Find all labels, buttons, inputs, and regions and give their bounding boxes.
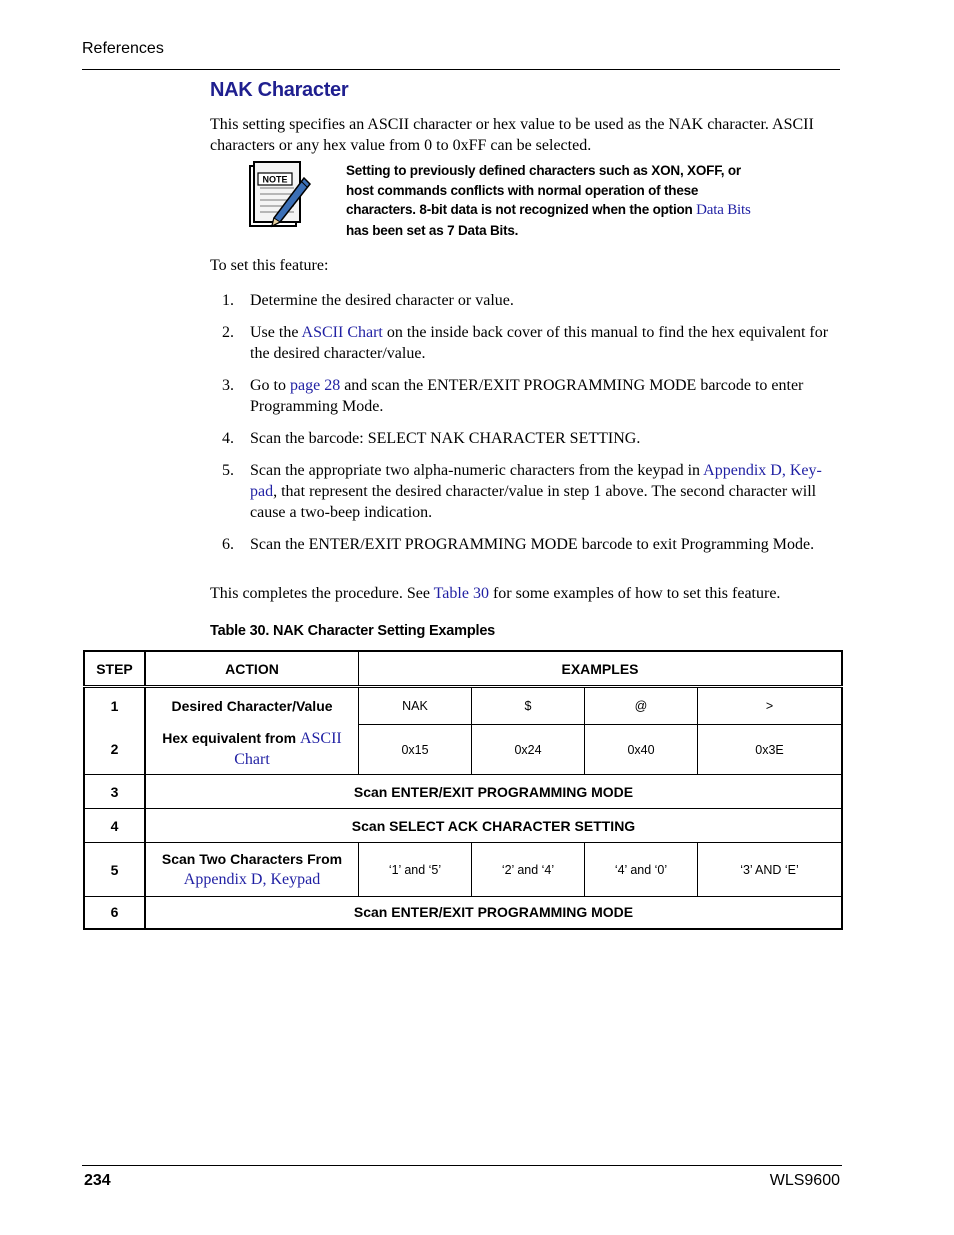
table-row [84, 843, 842, 897]
step-text: Scan the barcode: SELECT NAK CHARACTER SETTING. [250, 430, 641, 447]
step-text: on the inside back cover of this manual to find the hex equivalent for the desired character/value. [250, 324, 829, 362]
header-rule [82, 69, 840, 70]
cross-reference-link[interactable]: page 28 [290, 377, 341, 394]
example-cell: ‘1’ and ‘5’ [359, 843, 472, 897]
example-cell: 0x24 [472, 725, 585, 775]
step-text: Use the [250, 324, 302, 341]
step-item [218, 290, 843, 311]
step-item [218, 322, 843, 364]
example-cell: 0x3E [698, 725, 843, 775]
example-cell: ‘3’ AND ‘E’ [698, 843, 843, 897]
header-examples: EXAMPLES [359, 651, 843, 687]
example-cell: ‘4’ and ‘0’ [585, 843, 698, 897]
action-cell [145, 725, 359, 775]
step-text: Go to [250, 377, 290, 394]
example-cell: ‘2’ and ‘4’ [472, 843, 585, 897]
step-cell: 5 [84, 843, 145, 897]
action-cell: Desired Character/Value [145, 687, 359, 725]
step-number: 6. [222, 536, 234, 553]
action-text: Scan Two Characters From [161, 851, 343, 867]
cross-reference-link[interactable]: ASCII Chart [301, 324, 383, 341]
example-cell: 0x15 [359, 725, 472, 775]
header-step: STEP [84, 651, 145, 687]
step-text: Scan the ENTER/EXIT PROGRAMMING MODE barcode to exit Programming Mode. [250, 536, 815, 553]
ascii-chart-link[interactable]: ASCII Chart [234, 730, 342, 769]
instruction-cell: Scan ENTER/EXIT PROGRAMMING MODE [145, 897, 842, 929]
step-cell: 6 [84, 897, 145, 929]
step-number: 5. [222, 462, 234, 479]
note-text-before: Setting to previously defined characters such as XON, XOFF, or host commands conflicts with normal operation of these characters. 8-bit data is not recognized when the option [346, 163, 741, 217]
instruction-cell: Scan ENTER/EXIT PROGRAMMING MODE [145, 775, 842, 809]
page-number: 234 [84, 1172, 111, 1189]
example-cell: 0x40 [585, 725, 698, 775]
header-action: ACTION [145, 651, 359, 687]
table-row [84, 775, 842, 809]
completes-before: This completes the procedure. See [210, 585, 434, 602]
note-text-after: has been set as 7 Data Bits. [346, 222, 519, 238]
completes-paragraph [210, 583, 850, 604]
note-pencil-icon [246, 160, 316, 232]
step-number: 3. [222, 377, 234, 394]
step-number: 4. [222, 430, 234, 447]
note-icon-label: NOTE [262, 174, 288, 185]
footer-rule [82, 1165, 842, 1166]
running-header: References [82, 40, 164, 57]
step-item [218, 375, 843, 417]
table-row [84, 897, 842, 929]
table-header-row [84, 651, 842, 687]
step-text: Determine the desired character or value. [250, 292, 514, 309]
step-number: 1. [222, 292, 234, 309]
nak-examples-table [83, 650, 843, 930]
step-cell: 4 [84, 809, 145, 843]
completes-after: for some examples of how to set this feature. [488, 585, 781, 602]
step-number: 2. [222, 324, 234, 341]
to-set-label: To set this feature: [210, 257, 329, 274]
table-caption: Table 30. NAK Character Setting Examples [210, 623, 496, 639]
instruction-cell: Scan SELECT ACK CHARACTER SETTING [145, 809, 842, 843]
step-cell: 1 [84, 687, 145, 725]
example-cell: > [698, 687, 843, 725]
action-cell [145, 843, 359, 897]
section-title: NAK Character [210, 79, 349, 101]
data-bits-link[interactable]: Data Bits [696, 202, 751, 218]
step-item [218, 428, 843, 449]
intro-paragraph: This setting specifies an ASCII character or hex value to be used as the NAK character. ASCII characters or any hex value from 0 to 0xFF can be selected. [210, 116, 814, 154]
table-row [84, 809, 842, 843]
step-text: and scan the ENTER/EXIT PROGRAMMING MODE barcode to enter Programming Mode. [250, 377, 804, 415]
table-30-link[interactable]: Table 30 [433, 585, 489, 602]
note-text [346, 161, 771, 240]
step-item [218, 460, 843, 523]
example-cell: NAK [359, 687, 472, 725]
example-cell: @ [585, 687, 698, 725]
appendix-d-keypad-link[interactable]: Appendix D, Keypad [183, 871, 321, 888]
action-text: Hex equivalent from [162, 730, 300, 747]
example-cell: $ [472, 687, 585, 725]
procedure-steps [218, 290, 843, 566]
table-row [84, 725, 842, 775]
step-cell: 3 [84, 775, 145, 809]
step-text: Scan the appropriate two alpha-numeric characters from the keypad in [250, 462, 704, 479]
step-cell: 2 [84, 725, 145, 775]
product-model: WLS9600 [769, 1172, 840, 1189]
step-text: , that represent the desired character/value in step 1 above. The second character will cause a two-beep indication. [250, 483, 817, 521]
step-item [218, 534, 843, 555]
cross-reference-link[interactable]: Appendix D, Key-pad [250, 462, 822, 500]
table-row [84, 687, 842, 725]
